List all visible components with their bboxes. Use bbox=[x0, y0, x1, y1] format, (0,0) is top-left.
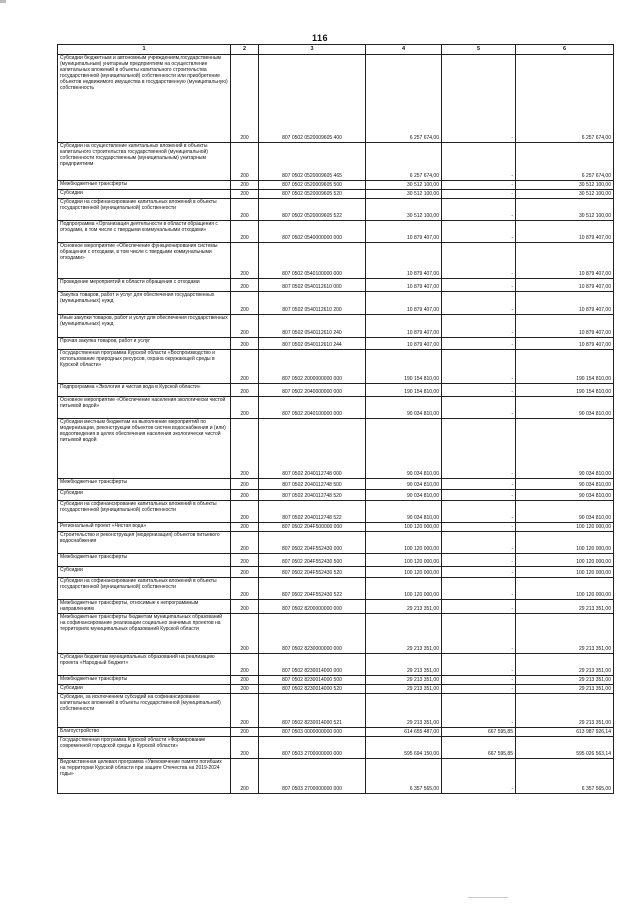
row-sum-col6: 10 879 407,00 bbox=[516, 221, 614, 243]
row-sum-col5: - bbox=[442, 55, 516, 143]
row-sum-col6: 90 034 810,00 bbox=[516, 479, 614, 490]
row-sum-col6: 6 257 674,00 bbox=[516, 143, 614, 181]
table-header-row bbox=[58, 45, 614, 55]
row-sum-col6: 613 987 926,14 bbox=[516, 728, 614, 737]
row-sum-col4: 90 034 810,00 bbox=[366, 490, 442, 501]
row-name: Субсидии bbox=[58, 685, 231, 694]
row-code: 807 0502 204F552430 522 bbox=[259, 578, 366, 600]
table-row bbox=[58, 384, 614, 397]
row-sum-col5: - bbox=[442, 292, 516, 315]
row-name: Ведомственная целевая программа «Увековечение памяти погибших на территории Курской области при защите Отечества на 2019-2024 годы» bbox=[58, 759, 231, 794]
row-sum-col5: - bbox=[442, 685, 516, 694]
header-col-4: 4 bbox=[366, 45, 442, 55]
row-name: Субсидии bbox=[58, 190, 231, 199]
row-code: 807 0502 0520009605 465 bbox=[259, 143, 366, 181]
table-row bbox=[58, 292, 614, 315]
row-ministry: 200 bbox=[231, 685, 259, 694]
row-sum-col4: 190 154 810,00 bbox=[366, 384, 442, 397]
row-sum-col4: 10 879 407,00 bbox=[366, 315, 442, 338]
row-ministry: 200 bbox=[231, 338, 259, 350]
row-sum-col6: 190 154 810,00 bbox=[516, 350, 614, 384]
row-sum-col5: - bbox=[442, 221, 516, 243]
table-row bbox=[58, 614, 614, 654]
row-name: Основное мероприятие «Обеспечение функционирования системы обращения с отходами, в том числе с твердыми коммунальными отходами» bbox=[58, 243, 231, 279]
row-code: 807 0502 8230014000 500 bbox=[259, 676, 366, 685]
row-code: 807 0502 2040000000 000 bbox=[259, 384, 366, 397]
row-sum-col5: - bbox=[442, 315, 516, 338]
row-sum-col4: 29 213 351,00 bbox=[366, 654, 442, 676]
row-ministry: 200 bbox=[231, 490, 259, 501]
row-sum-col6: 100 120 000,00 bbox=[516, 578, 614, 600]
row-sum-col6: 30 512 100,00 bbox=[516, 190, 614, 199]
row-sum-col6: 190 154 810,00 bbox=[516, 384, 614, 397]
row-name: Межбюджетные трансферты bbox=[58, 554, 231, 567]
row-sum-col5: - bbox=[442, 338, 516, 350]
row-name: Государственная программа Курской области «Воспроизводство и использование природных ресурсов, охрана окружающей среды в Курской области» bbox=[58, 350, 231, 384]
row-name: Субсидии на софинансирование капитальных вложений в объекты государственной (муниципальной) собственности bbox=[58, 501, 231, 523]
row-ministry: 200 bbox=[231, 600, 259, 614]
row-sum-col4: 595 694 150,00 bbox=[366, 737, 442, 759]
row-ministry: 200 bbox=[231, 578, 259, 600]
row-sum-col4: 6 257 674,00 bbox=[366, 143, 442, 181]
row-sum-col4: 29 213 351,00 bbox=[366, 600, 442, 614]
row-sum-col6: 6 257 674,00 bbox=[516, 55, 614, 143]
row-sum-col5: 667 595,85 bbox=[442, 737, 516, 759]
row-sum-col5: 667 595,85 bbox=[442, 728, 516, 737]
row-ministry: 200 bbox=[231, 190, 259, 199]
row-sum-col6: 90 034 810,00 bbox=[516, 501, 614, 523]
row-sum-col6: 29 213 351,00 bbox=[516, 685, 614, 694]
row-sum-col5: - bbox=[442, 614, 516, 654]
table-row bbox=[58, 143, 614, 181]
row-ministry: 200 bbox=[231, 501, 259, 523]
row-sum-col5: - bbox=[442, 243, 516, 279]
table-row bbox=[58, 490, 614, 501]
table-row bbox=[58, 554, 614, 567]
row-ministry: 200 bbox=[231, 759, 259, 794]
row-name: Подпрограмма «Экология и чистая вода в Курской области» bbox=[58, 384, 231, 397]
row-code: 807 0502 2040112748 000 bbox=[259, 419, 366, 479]
row-name: Основное мероприятие «Обеспечение населения экологически чистой питьевой водой» bbox=[58, 397, 231, 419]
row-sum-col4: 6 357 565,00 bbox=[366, 759, 442, 794]
row-code: 807 0502 204F552430 000 bbox=[259, 532, 366, 554]
table-row bbox=[58, 190, 614, 199]
row-name: Межбюджетные трансферты bbox=[58, 181, 231, 190]
row-sum-col5: - bbox=[442, 523, 516, 532]
row-sum-col4: 10 879 407,00 bbox=[366, 243, 442, 279]
table-row bbox=[58, 532, 614, 554]
row-code: 807 0502 2040112748 520 bbox=[259, 490, 366, 501]
row-sum-col4: 29 213 351,00 bbox=[366, 614, 442, 654]
row-sum-col4: 190 154 810,00 bbox=[366, 350, 442, 384]
row-sum-col4: 614 655 487,00 bbox=[366, 728, 442, 737]
row-sum-col5: - bbox=[442, 279, 516, 292]
row-name: Межбюджетные трансферты бюджетам муниципальных образований на софинансирование реализации социально значимых проектов на территориях муниципальных образований Курской области bbox=[58, 614, 231, 654]
row-sum-col6: 30 512 100,00 bbox=[516, 199, 614, 221]
row-ministry: 200 bbox=[231, 221, 259, 243]
row-sum-col4: 30 512 100,00 bbox=[366, 199, 442, 221]
row-code: 807 0502 0520009605 500 bbox=[259, 181, 366, 190]
row-name: Межбюджетные трансферты bbox=[58, 479, 231, 490]
row-ministry: 200 bbox=[231, 676, 259, 685]
row-code: 807 0502 2000000000 000 bbox=[259, 350, 366, 384]
row-ministry: 200 bbox=[231, 479, 259, 490]
row-ministry: 200 bbox=[231, 350, 259, 384]
row-sum-col5: - bbox=[442, 759, 516, 794]
row-code: 807 0502 0520009605 522 bbox=[259, 199, 366, 221]
row-ministry: 200 bbox=[231, 181, 259, 190]
row-ministry: 200 bbox=[231, 292, 259, 315]
row-ministry: 200 bbox=[231, 614, 259, 654]
row-sum-col4: 90 034 810,00 bbox=[366, 501, 442, 523]
row-code: 807 0502 2040112748 522 bbox=[259, 501, 366, 523]
row-sum-col6: 100 120 000,00 bbox=[516, 567, 614, 578]
row-sum-col6: 100 120 000,00 bbox=[516, 523, 614, 532]
row-name: Иные закупки товаров, работ и услуг для обеспечения государственных (муниципальных) нужд bbox=[58, 315, 231, 338]
row-sum-col4: 10 879 407,00 bbox=[366, 221, 442, 243]
row-sum-col4: 100 120 000,00 bbox=[366, 554, 442, 567]
row-sum-col5: - bbox=[442, 694, 516, 728]
table-row bbox=[58, 397, 614, 419]
table-row bbox=[58, 315, 614, 338]
row-ministry: 200 bbox=[231, 737, 259, 759]
row-sum-col4: 29 213 351,00 bbox=[366, 676, 442, 685]
table-row bbox=[58, 55, 614, 143]
row-sum-col4: 10 879 407,00 bbox=[366, 279, 442, 292]
row-sum-col6: 6 357 565,00 bbox=[516, 759, 614, 794]
row-sum-col5: - bbox=[442, 654, 516, 676]
table-row bbox=[58, 279, 614, 292]
row-sum-col4: 30 512 100,00 bbox=[366, 190, 442, 199]
table-row bbox=[58, 501, 614, 523]
row-sum-col4: 100 120 000,00 bbox=[366, 532, 442, 554]
row-code: 807 0502 204F552430 500 bbox=[259, 554, 366, 567]
table-row bbox=[58, 479, 614, 490]
row-name: Подпрограмма «Организация деятельности в области обращения с отходами, в том числе с твердыми коммунальными отходами» bbox=[58, 221, 231, 243]
row-ministry: 200 bbox=[231, 55, 259, 143]
table-row bbox=[58, 567, 614, 578]
row-name: Проведение мероприятий в области обращения с отходами bbox=[58, 279, 231, 292]
table-row bbox=[58, 199, 614, 221]
row-ministry: 200 bbox=[231, 728, 259, 737]
row-code: 807 0502 2040100000 000 bbox=[259, 397, 366, 419]
row-sum-col5: - bbox=[442, 567, 516, 578]
row-sum-col4: 90 034 810,00 bbox=[366, 419, 442, 479]
row-ministry: 200 bbox=[231, 243, 259, 279]
row-sum-col6: 90 034 810,00 bbox=[516, 419, 614, 479]
row-sum-col6: 29 213 351,00 bbox=[516, 614, 614, 654]
row-sum-col6: 29 213 351,00 bbox=[516, 654, 614, 676]
row-name: Прочая закупка товаров, работ и услуг bbox=[58, 338, 231, 350]
table-row bbox=[58, 600, 614, 614]
row-code: 807 0503 2700000000 000 bbox=[259, 737, 366, 759]
row-code: 807 0502 8230000000 000 bbox=[259, 614, 366, 654]
table-row bbox=[58, 338, 614, 350]
row-sum-col5: - bbox=[442, 143, 516, 181]
row-code: 807 0502 8230014000 521 bbox=[259, 694, 366, 728]
row-code: 807 0502 0540100000 000 bbox=[259, 243, 366, 279]
row-ministry: 200 bbox=[231, 397, 259, 419]
row-ministry: 200 bbox=[231, 532, 259, 554]
row-name: Благоустройство bbox=[58, 728, 231, 737]
table-row bbox=[58, 578, 614, 600]
row-sum-col4: 100 120 000,00 bbox=[366, 578, 442, 600]
table-row bbox=[58, 350, 614, 384]
table-row bbox=[58, 654, 614, 676]
row-sum-col4: 29 213 351,00 bbox=[366, 694, 442, 728]
row-sum-col4: 30 512 100,00 bbox=[366, 181, 442, 190]
row-sum-col5: - bbox=[442, 490, 516, 501]
row-name: Межбюджетные трансферты, относимые к непрограммным направлениям bbox=[58, 600, 231, 614]
row-code: 807 0502 204F552430 520 bbox=[259, 567, 366, 578]
row-sum-col6: 90 034 810,00 bbox=[516, 490, 614, 501]
row-code: 807 0502 0540000000 000 bbox=[259, 221, 366, 243]
row-sum-col4: 29 213 351,00 bbox=[366, 685, 442, 694]
row-code: 807 0503 0000000000 000 bbox=[259, 728, 366, 737]
row-ministry: 200 bbox=[231, 523, 259, 532]
header-col-1: 1 bbox=[58, 45, 231, 55]
row-sum-col4: 10 879 407,00 bbox=[366, 338, 442, 350]
row-code: 807 0502 8230014000 520 bbox=[259, 685, 366, 694]
row-sum-col4: 90 034 810,00 bbox=[366, 479, 442, 490]
row-name: Субсидии местным бюджетам на выполнение мероприятий по модернизации, реконструкции объектов систем водоснабжения и (или) водоотведения в целях обеспечения населения экологически чистой питьевой водой bbox=[58, 419, 231, 479]
row-ministry: 200 bbox=[231, 143, 259, 181]
row-name: Субсидии бюджетным и автономным учреждениям,государственным (муниципальным) унитарным предприятиям на осуществление капитальных вложений в объекты капитального строительства государственной (муниципальной) собственности или приобретение объектов недвижимого имущества в государственную (муниципальную) собственность bbox=[58, 55, 231, 143]
row-code: 807 0503 2700000000 000 bbox=[259, 759, 366, 794]
row-name: Закупка товаров, работ и услуг для обеспечения государственных (муниципальных) нужд bbox=[58, 292, 231, 315]
row-code: 807 0502 0520009605 520 bbox=[259, 190, 366, 199]
budget-table bbox=[57, 44, 614, 794]
row-ministry: 200 bbox=[231, 199, 259, 221]
table-row bbox=[58, 759, 614, 794]
row-sum-col5: - bbox=[442, 578, 516, 600]
row-sum-col4: 10 879 407,00 bbox=[366, 292, 442, 315]
row-code: 807 0502 8230014000 000 bbox=[259, 654, 366, 676]
table-row bbox=[58, 737, 614, 759]
table-row bbox=[58, 243, 614, 279]
row-sum-col5: - bbox=[442, 501, 516, 523]
row-name: Субсидии bbox=[58, 490, 231, 501]
row-ministry: 200 bbox=[231, 554, 259, 567]
row-ministry: 200 bbox=[231, 279, 259, 292]
row-ministry: 200 bbox=[231, 384, 259, 397]
table-row bbox=[58, 676, 614, 685]
table-row bbox=[58, 694, 614, 728]
row-name: Региональный проект «Чистая вода» bbox=[58, 523, 231, 532]
row-sum-col5: - bbox=[442, 676, 516, 685]
row-sum-col6: 10 879 407,00 bbox=[516, 315, 614, 338]
row-name: Субсидии бюджетам муниципальных образований на реализацию проекта «Народный бюджет» bbox=[58, 654, 231, 676]
row-name: Субсидии на осуществление капитальных вложений в объекты капитального строительства государственной (муниципальной) собственности государственным (муниципальным) унитарным предприятиям bbox=[58, 143, 231, 181]
row-ministry: 200 bbox=[231, 694, 259, 728]
row-sum-col6: 10 879 407,00 bbox=[516, 243, 614, 279]
row-sum-col6: 100 120 000,00 bbox=[516, 554, 614, 567]
row-sum-col5: - bbox=[442, 479, 516, 490]
row-sum-col4: 100 120 000,00 bbox=[366, 523, 442, 532]
table-row bbox=[58, 685, 614, 694]
row-sum-col4: 100 120 000,00 bbox=[366, 567, 442, 578]
row-ministry: 200 bbox=[231, 315, 259, 338]
row-name: Государственная программа Курской области «Формирование современной городской среды в Курской области» bbox=[58, 737, 231, 759]
table-row bbox=[58, 221, 614, 243]
row-code: 807 0502 204F500000 000 bbox=[259, 523, 366, 532]
row-sum-col6: 30 512 100,00 bbox=[516, 181, 614, 190]
row-name: Субсидии, за исключением субсидий на софинансирование капитальных вложений в объекты государственной (муниципальной) собственности bbox=[58, 694, 231, 728]
row-sum-col6: 29 213 351,00 bbox=[516, 694, 614, 728]
row-code: 807 0502 0540112610 200 bbox=[259, 292, 366, 315]
row-sum-col4: 6 257 674,00 bbox=[366, 55, 442, 143]
row-sum-col5: - bbox=[442, 350, 516, 384]
row-sum-col5: - bbox=[442, 199, 516, 221]
row-code: 807 0502 8200000000 000 bbox=[259, 600, 366, 614]
row-code: 807 0502 2040112748 500 bbox=[259, 479, 366, 490]
row-sum-col5: - bbox=[442, 419, 516, 479]
page-number: 116 bbox=[311, 33, 329, 43]
row-name: Субсидии на софинансирование капитальных вложений в объекты государственной (муниципальной) собственности bbox=[58, 199, 231, 221]
table-row bbox=[58, 728, 614, 737]
scan-footer-mark bbox=[468, 897, 508, 898]
row-sum-col6: 10 879 407,00 bbox=[516, 279, 614, 292]
row-sum-col4: 90 034 810,00 bbox=[366, 397, 442, 419]
row-name: Строительство и реконструкция (модернизация) объектов питьевого водоснабжения bbox=[58, 532, 231, 554]
row-sum-col6: 100 120 000,00 bbox=[516, 532, 614, 554]
row-ministry: 200 bbox=[231, 419, 259, 479]
header-col-3: 3 bbox=[259, 45, 366, 55]
row-sum-col5: - bbox=[442, 532, 516, 554]
row-name: Субсидии на софинансирование капитальных вложений в объекты государственной (муниципальной) собственности bbox=[58, 578, 231, 600]
row-ministry: 200 bbox=[231, 567, 259, 578]
row-sum-col5: - bbox=[442, 384, 516, 397]
row-sum-col5: - bbox=[442, 190, 516, 199]
header-col-6: 6 bbox=[516, 45, 614, 55]
table-row bbox=[58, 419, 614, 479]
row-ministry: 200 bbox=[231, 654, 259, 676]
row-name: Субсидии bbox=[58, 567, 231, 578]
table-row bbox=[58, 181, 614, 190]
header-col-2: 2 bbox=[231, 45, 259, 55]
row-code: 807 0502 0540112610 000 bbox=[259, 279, 366, 292]
row-sum-col6: 595 026 563,14 bbox=[516, 737, 614, 759]
header-col-5: 5 bbox=[442, 45, 516, 55]
scan-corner-mark bbox=[0, 0, 6, 3]
row-sum-col6: 10 879 407,00 bbox=[516, 292, 614, 315]
row-name: Межбюджетные трансферты bbox=[58, 676, 231, 685]
row-sum-col6: 29 213 351,00 bbox=[516, 676, 614, 685]
row-sum-col5: - bbox=[442, 181, 516, 190]
row-code: 807 0502 0540112610 244 bbox=[259, 338, 366, 350]
row-sum-col6: 90 034 810,00 bbox=[516, 397, 614, 419]
row-sum-col5: - bbox=[442, 554, 516, 567]
row-sum-col6: 10 879 407,00 bbox=[516, 338, 614, 350]
row-sum-col6: 29 213 351,00 bbox=[516, 600, 614, 614]
row-code: 807 0502 0540112610 240 bbox=[259, 315, 366, 338]
row-sum-col5: - bbox=[442, 600, 516, 614]
row-code: 807 0502 0520009605 400 bbox=[259, 55, 366, 143]
table-row bbox=[58, 523, 614, 532]
row-sum-col5: - bbox=[442, 397, 516, 419]
